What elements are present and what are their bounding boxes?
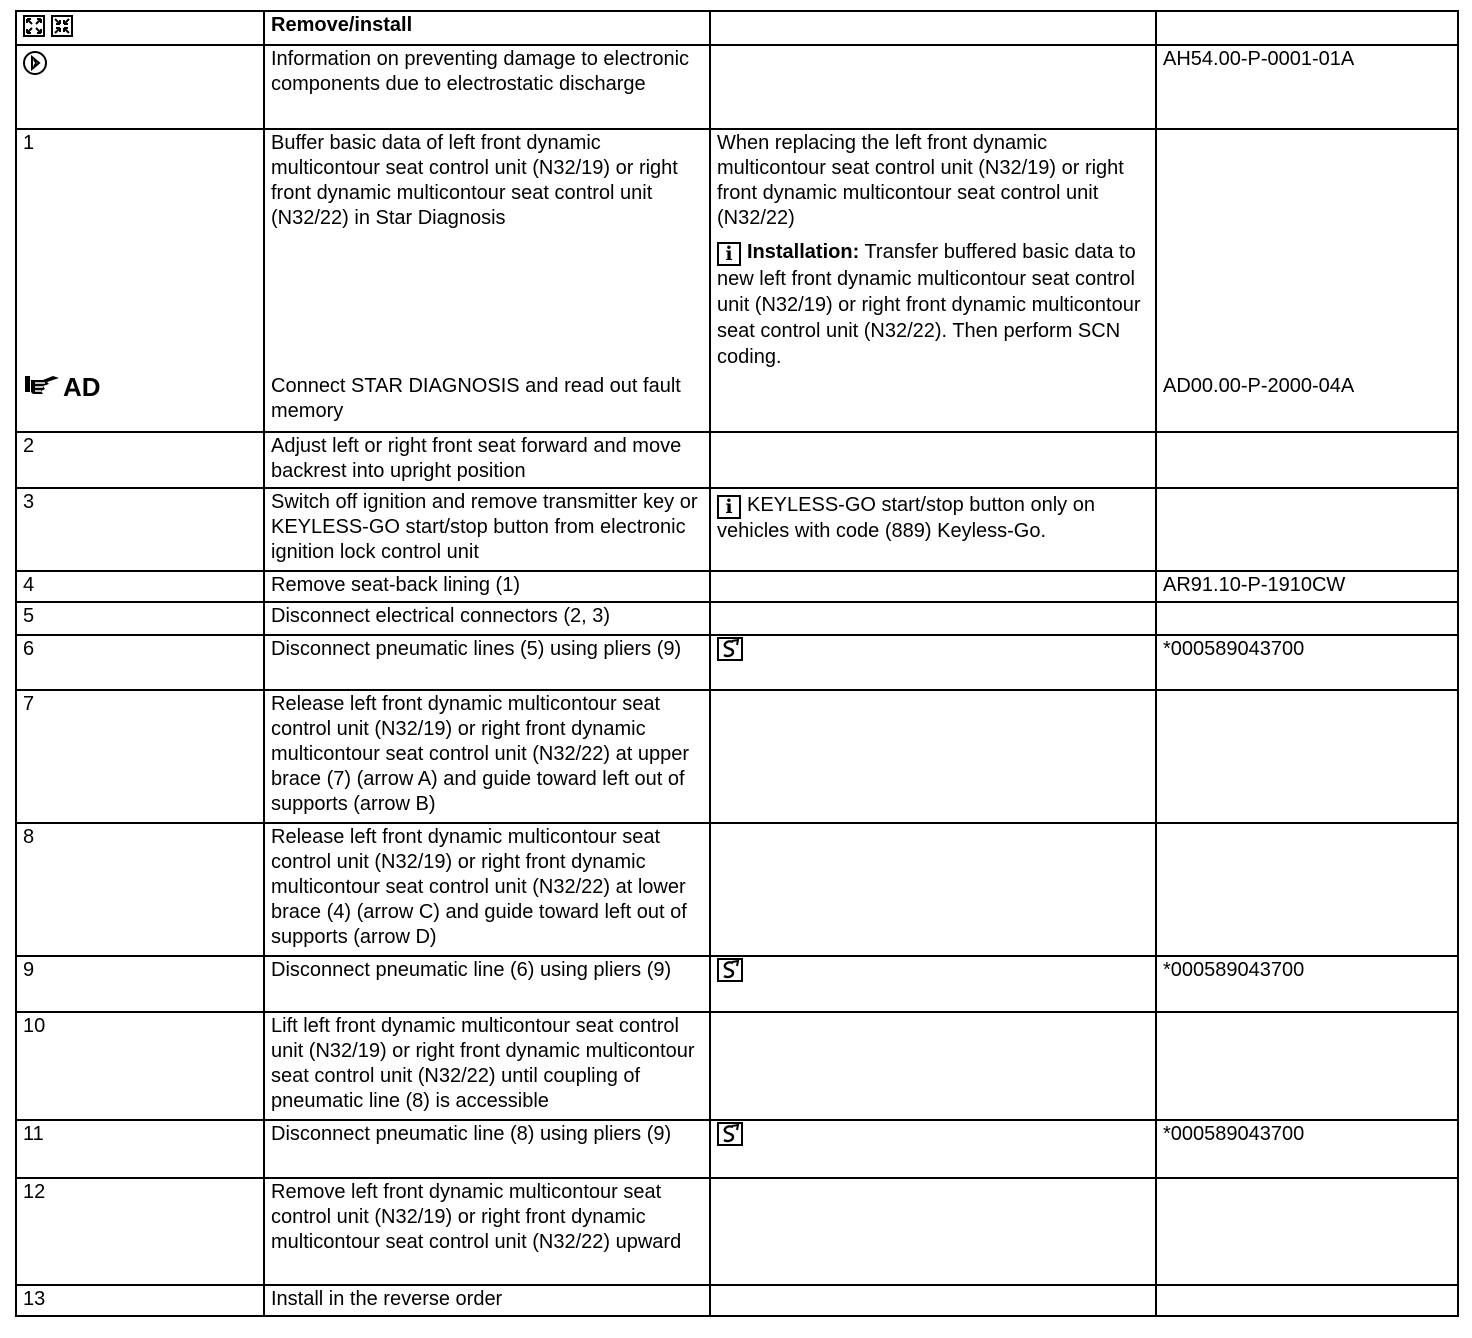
action-cell: Remove left front dynamic multicontour seat control unit (N32/19) or right front dynamic multicontour seat control unit (N32/22) upward (264, 1178, 710, 1285)
table-row (16, 571, 1458, 602)
table-row (16, 823, 1458, 956)
action-cell: Remove seat-back lining (1) (264, 571, 710, 602)
ad-diagnosis-marker (23, 371, 257, 402)
ref-cell (1156, 1178, 1458, 1285)
keyless-note: KEYLESS-GO start/stop button only on vehicles with code (889) Keyless-Go. (717, 494, 1095, 542)
action-cell: Disconnect electrical connectors (2, 3) (264, 602, 710, 635)
table-row (16, 129, 1458, 432)
header-title: Remove/install (271, 14, 413, 36)
info-icon: i (717, 495, 741, 519)
special-tool-icon[interactable] (717, 958, 743, 982)
step-1-sub-ref[interactable]: AD00.00-P-2000-04A (1163, 375, 1355, 397)
note-cell (710, 690, 1156, 823)
installation-label: Installation: (747, 241, 860, 263)
ad-label: AD (63, 371, 101, 402)
ref-cell (1156, 1012, 1458, 1120)
table-row (16, 635, 1458, 690)
step-cell: 12 (16, 1178, 264, 1285)
note-cell (710, 1285, 1156, 1316)
step-cell (16, 129, 264, 432)
special-tool-icon[interactable] (717, 1122, 743, 1146)
table-row (16, 432, 1458, 488)
ref-cell[interactable]: AR91.10-P-1910CW (1156, 571, 1458, 602)
note-cell (710, 823, 1156, 956)
ref-cell (1156, 602, 1458, 635)
action-cell: Install in the reverse order (264, 1285, 710, 1316)
note-cell (710, 956, 1156, 1012)
step-cell: 13 (16, 1285, 264, 1316)
note-cell (710, 1178, 1156, 1285)
step-1-note: When replacing the left front dynamic multicontour seat control unit (N32/19) or right front dynamic multicontour seat control unit (N32/22) (717, 132, 1124, 229)
step-cell: 7 (16, 690, 264, 823)
action-cell: Release left front dynamic multicontour seat control unit (N32/19) or right front dynamic multicontour seat control unit (N32/22) at lower brace (4) (arrow C) and guide toward left out of supports (arrow D) (264, 823, 710, 956)
procedure-table (15, 10, 1459, 1317)
ref-cell[interactable]: *000589043700 (1156, 956, 1458, 1012)
expand-icon[interactable] (23, 15, 45, 37)
table-row (16, 1178, 1458, 1285)
action-cell: Lift left front dynamic multicontour seat control unit (N32/19) or right front dynamic multicontour seat control unit (N32/22) until coupling of pneumatic line (8) is accessible (264, 1012, 710, 1120)
header-empty-cell (710, 11, 1156, 45)
note-cell (710, 1120, 1156, 1178)
step-1-sub-action: Connect STAR DIAGNOSIS and read out fault memory (271, 375, 681, 422)
note-cell (710, 635, 1156, 690)
table-row (16, 1285, 1458, 1316)
action-cell: Adjust left or right front seat forward and move backrest into upright position (264, 432, 710, 488)
installation-text: Transfer buffered basic data to new left front dynamic multicontour seat control unit (N32/19) or right front dynamic multicontour seat control unit (N32/22). Then perform SCN coding. (717, 241, 1141, 368)
note-cell (710, 488, 1156, 571)
note-cell (710, 571, 1156, 602)
header-row (16, 11, 1458, 45)
ref-cell (1156, 1285, 1458, 1316)
note-cell (710, 432, 1156, 488)
header-empty-cell (1156, 11, 1458, 45)
note-cell (710, 45, 1156, 129)
info-icon: i (717, 242, 741, 266)
note-cell (710, 602, 1156, 635)
ref-cell (1156, 432, 1458, 488)
ref-cell (1156, 488, 1458, 571)
action-cell: Disconnect pneumatic line (6) using pliers (9) (264, 956, 710, 1012)
table-row (16, 45, 1458, 129)
esd-warning-icon (23, 51, 47, 75)
step-1-install-note (717, 239, 1149, 370)
action-cell: Release left front dynamic multicontour seat control unit (N32/19) or right front dynamic multicontour seat control unit (N32/22) at upper brace (7) (arrow A) and guide toward left out of supports (arrow B) (264, 690, 710, 823)
step-cell: 9 (16, 956, 264, 1012)
step-cell (16, 45, 264, 129)
header-title-cell (264, 11, 710, 45)
action-cell: Information on preventing damage to electronic components due to electrostatic discharge (264, 45, 710, 129)
table-row (16, 1120, 1458, 1178)
table-row (16, 488, 1458, 571)
pointing-hand-icon (23, 374, 61, 400)
step-1-action: Buffer basic data of left front dynamic multicontour seat control unit (N32/19) or right front dynamic multicontour seat control unit (N32/22) in Star Diagnosis (271, 132, 678, 229)
action-cell (264, 129, 710, 432)
step-cell: 3 (16, 488, 264, 571)
note-cell (710, 129, 1156, 432)
step-number: 1 (23, 132, 35, 154)
step-cell: 2 (16, 432, 264, 488)
table-row (16, 690, 1458, 823)
action-cell: Switch off ignition and remove transmitter key or KEYLESS-GO start/stop button from electronic ignition lock control unit (264, 488, 710, 571)
step-cell: 8 (16, 823, 264, 956)
ref-cell (1156, 129, 1458, 432)
ref-cell (1156, 823, 1458, 956)
step-cell: 10 (16, 1012, 264, 1120)
table-row (16, 602, 1458, 635)
header-icons-cell (16, 11, 264, 45)
step-cell: 5 (16, 602, 264, 635)
action-cell: Disconnect pneumatic lines (5) using pliers (9) (264, 635, 710, 690)
ref-cell[interactable]: *000589043700 (1156, 635, 1458, 690)
step-cell: 4 (16, 571, 264, 602)
table-row (16, 956, 1458, 1012)
table-row (16, 1012, 1458, 1120)
action-cell: Disconnect pneumatic line (8) using pliers (9) (264, 1120, 710, 1178)
ref-cell (1156, 690, 1458, 823)
special-tool-icon[interactable] (717, 637, 743, 661)
step-cell: 11 (16, 1120, 264, 1178)
collapse-icon[interactable] (51, 15, 73, 37)
ref-cell[interactable]: *000589043700 (1156, 1120, 1458, 1178)
step-cell: 6 (16, 635, 264, 690)
ref-cell[interactable]: AH54.00-P-0001-01A (1156, 45, 1458, 129)
note-cell (710, 1012, 1156, 1120)
